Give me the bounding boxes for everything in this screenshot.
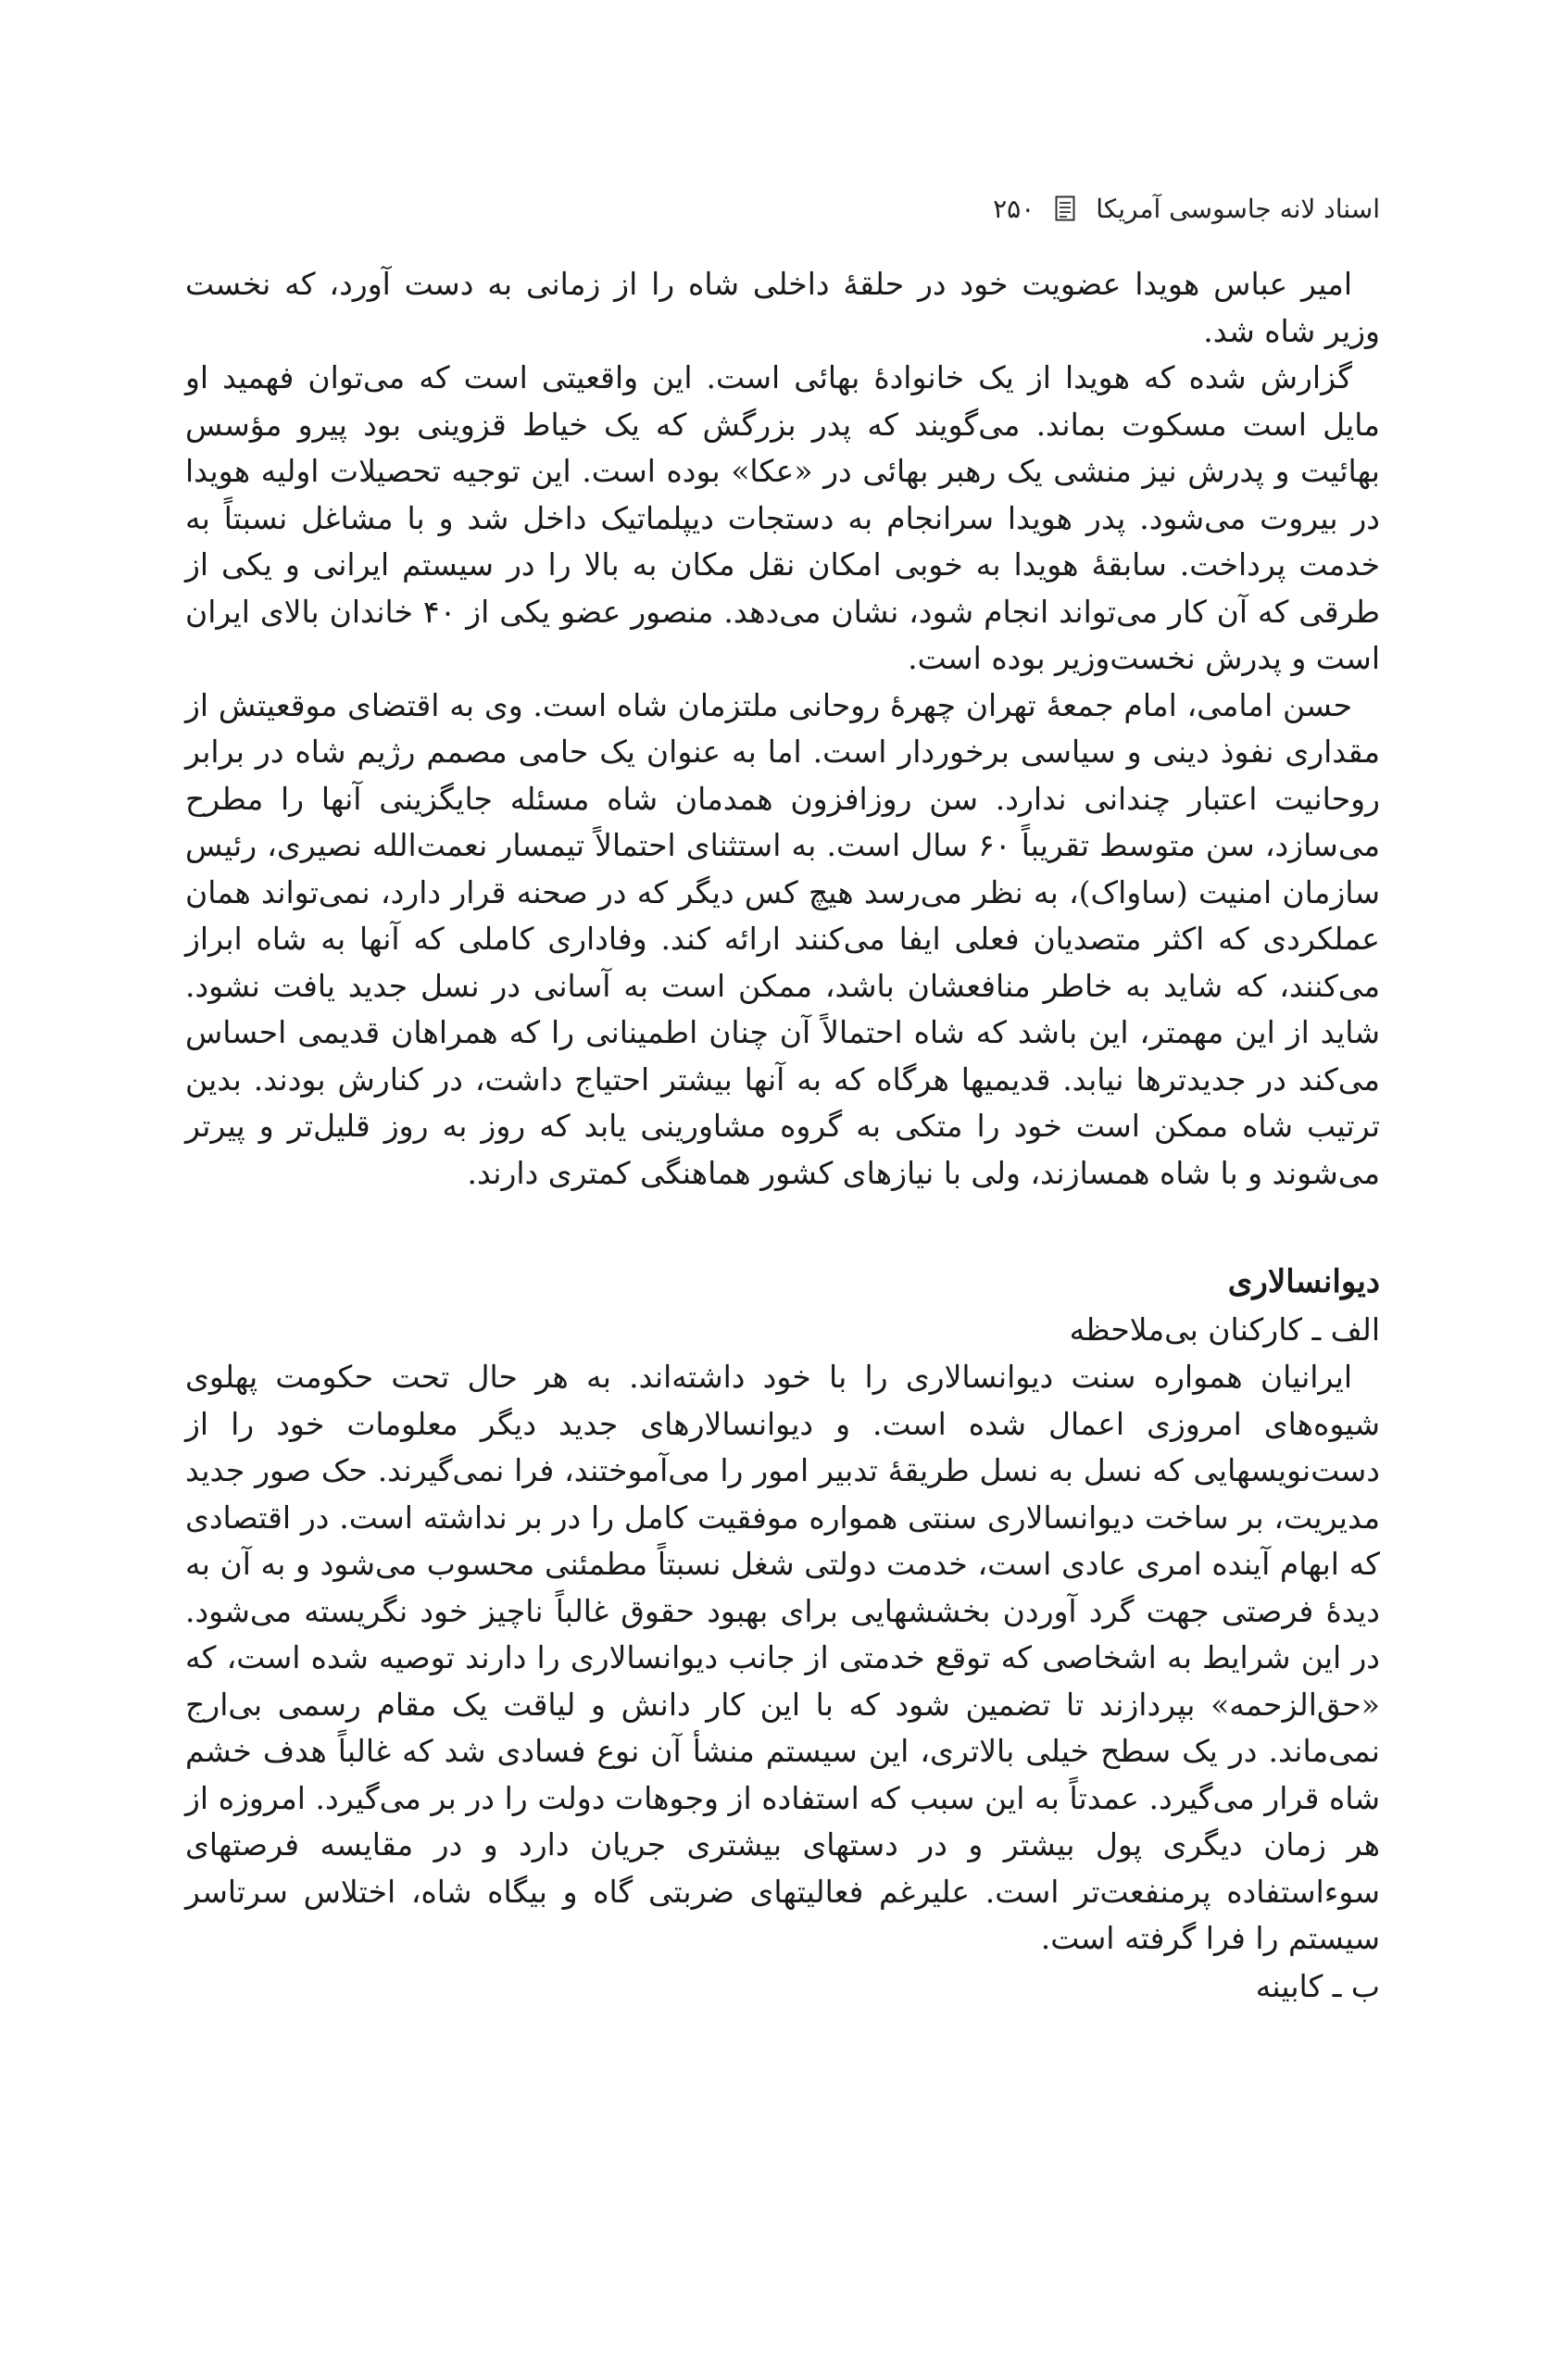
book-title: اسناد لانه جاسوسی آمریکا: [1096, 193, 1380, 224]
paragraph-hoveyda-intro: امیر عباس هویدا عضویت خود در حلقهٔ داخلی شاه را از زمانی به دست آورد، که نخست وزیر شاه شد.: [185, 266, 1380, 349]
subheading-b: ب ـ کابینه: [1255, 1967, 1380, 2004]
paragraph-hassan-emami: حسن امامی، امام جمعهٔ تهران چهرهٔ روحانی ملتزمان شاه است. وی به اقتضای موقعیتش از مقداری نفوذ دینی و سیاسی برخوردار است. اما به عنوان یک حامی مصمم رژیم شاه در برابر روحانیت اعتبار چندانی ندارد. سن روزافزون همدمان شاه مسئله جایگزینی آنها را مطرح می‌سازد، سن متوسط تقریباً ۶۰ سال است. به استثنای احتمالاً تیمسار نعمت‌الله نصیری، رئیس سازمان امنیت (ساواک)، به نظر می‌رسد هیچ کس دیگر که در صحنه قرار دارد، نمی‌تواند همان عملکردی که اکثر متصدیان فعلی ایفا می‌کنند ارائه کند. وفاداری کاملی که آنها به شاه ابراز می‌کنند، که شاید به خاطر منافعشان باشد، ممکن است به آسانی در نسل جدید یافت نشود. شاید از این مهمتر، این باشد که شاه احتمالاً آن چنان اطمینانی را که همراهان قدیمی احساس می‌کند در جدیدترها نیابد. قدیمیها هرگاه که به آنها بیشتر احتیاج داشت، در کنارش بودند. بدین ترتیب شاه ممکن است خود را متکی به گروه مشاورینی یابد که روز به روز قلیل‌تر و پیرتر می‌شوند و با شاه همسازند، ولی با نیازهای کشور هماهنگی کمتری دارند.: [185, 686, 1381, 1191]
document-icon: [1055, 195, 1075, 221]
running-header: [185, 185, 1380, 232]
page-number: ۲۵۰: [993, 193, 1035, 224]
subheading-a: الف ـ کارکنان بی‌ملاحظه: [1069, 1311, 1380, 1348]
paragraph-bureaucracy: ایرانیان همواره سنت دیوانسالاری را با خود داشته‌اند. به هر حال تحت حکومت پهلوی شیوه‌های امروزی اعمال شده است. و دیوانسالارهای جدید دیگر معلومات خود را از دست‌نویسهایی که نسل به نسل طریقهٔ تدبیر امور را می‌آموختند، فرا نمی‌گیرند. حک صور جدید مدیریت، بر ساخت دیوانسالاری سنتی همواره موفقیت کامل را در بر نداشته است. در اقتصادی که ابهام آینده امری عادی است، خدمت دولتی شغل نسبتاً مطمئنی محسوب می‌شود و به آن به دیدهٔ فرصتی جهت گرد آوردن بخششهایی برای بهبود حقوق غالباً ناچیز خود نگریسته می‌شود. در این شرایط به اشخاصی که توقع خدمتی از جانب دیوانسالاری را دارند توصیه شده است، که «حق‌الزحمه» بپردازند تا تضمین شود که با این کار دانش و لیاقت یک مقام رسمی بی‌ارج نمی‌ماند. در یک سطح خیلی بالاتری، این سیستم منشأ آن نوع فسادی شد که غالباً هدف خشم شاه قرار می‌گیرد. عمدتاً به این سبب که استفاده از وجوهات دولت را در بر می‌گیرد. امروزه از هر زمان دیگری پول بیشتر و در دستهای بیشتری جریان دارد و در مقایسه فرصتهای سوءاستفاده پرمنفعت‌تر است. علیرغم فعالیتهای ضربتی گاه و بیگاه شاه، اختلاس سرتاسر سیستم را فرا گرفته است.: [185, 1359, 1380, 1956]
paragraph-hoveyda-background: گزارش شده که هویدا از یک خانوادهٔ بهائی است. این واقعیتی است که می‌توان فهمید او مایل است مسکوت بماند. می‌گویند که پدر بزرگش که یک خیاط قزوینی بود پیرو مؤسس بهائیت و پدرش نیز منشی یک رهبر بهائی در «عکا» بوده است. این توجیه تحصیلات اولیه هویدا در بیروت می‌شود. پدر هویدا سرانجام به دستجات دیپلماتیک داخل شد و با مشاغل نسبتاً به خدمت پرداخت. سابقهٔ هویدا به خوبی امکان نقل مکان به بالا را در سیستم ایرانی و یکی از طرقی که آن کار می‌تواند انجام شود، نشان می‌دهد. منصور عضو یکی از ۴۰ خاندان بالای ایران است و پدرش نخست‌وزیر بوده است.: [185, 359, 1380, 676]
body-text: [185, 261, 1380, 2011]
section-title: دیوانسالاری: [1227, 1263, 1380, 1300]
